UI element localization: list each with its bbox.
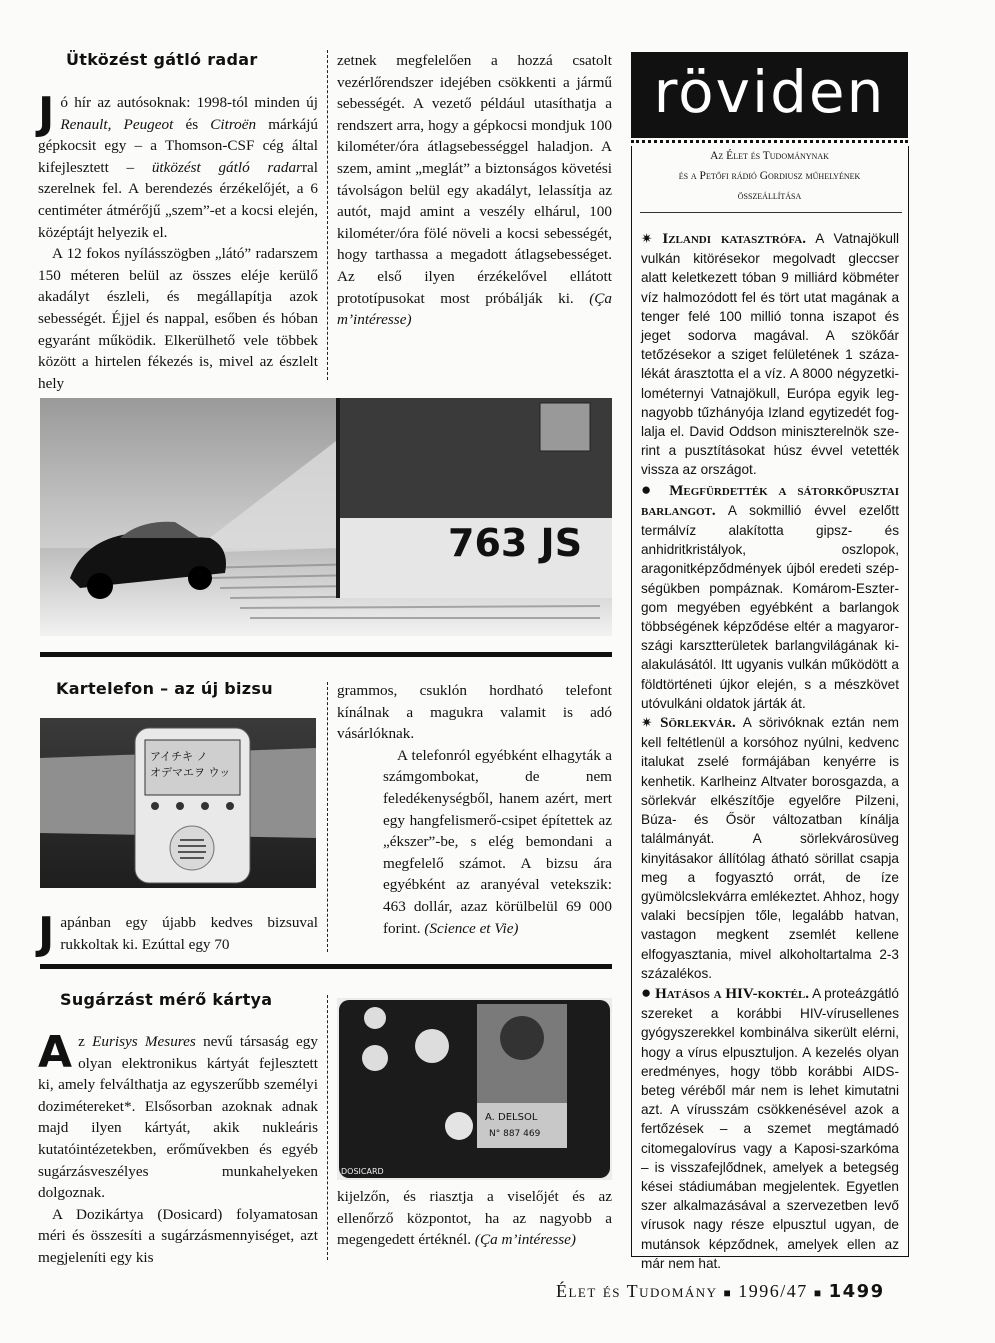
radar-car-photo — [40, 398, 612, 636]
page-footer — [556, 1281, 885, 1302]
dosicard-col2-text: kijelzőn, és riasztja a viselőjét és az ellenőrző központot, ha az nagyobb a megengedett értéknél. — [337, 1188, 612, 1249]
dosicard-col1-p1: z Eurisys Mesures nevű társaság egy olyan elektronikus kártyát fejlesztett ki, amely felválthatja az egyszerűbb személyi dozimétereket*. Elsősorban azoknak adnak majd ilyen kártyát, akik nukleáris kutatóintézetekben, erőművekben és egyéb sugárzásveszélyes munkahelyeken dolgoznak. — [38, 1033, 318, 1202]
sidebar-title: röviden — [653, 58, 886, 126]
news-item-title: Megfürdették a sátorkőpusztai barlangot. — [641, 482, 899, 519]
news-item — [641, 983, 899, 1273]
article-dosicard-col1 — [38, 1027, 318, 1269]
issue-number: 1996/47 — [738, 1281, 808, 1301]
license-plate: 763 JS — [448, 521, 583, 565]
news-item-title: Izlandi katasztrófa. — [662, 231, 806, 247]
journal-name: Élet és Tudomány — [556, 1281, 718, 1301]
article-dosicard-col2 — [337, 1186, 612, 1251]
news-item — [641, 713, 899, 983]
watch-source: (Science et Vie) — [424, 919, 519, 937]
radar-col1-p1: ó hír az autósoknak: 1998-tól minden új Renault, Peugeot és Citroën márkájú gépkocsit egy – a Thomson-CSF cég által kifejlesztett – ütközést gátló radarral szerelnek fel. A berendezés érzékelőjét, a 6 centiméter átmérőjű „szem”-et a kocsi elején, középtájt helyezik el. — [38, 94, 319, 241]
news-item-text: A sokmillió évvel ezelőtt termálvíz alakította gipsz- és anhidritkristályok, oszlopok, aragonitképződmények újból eredeti szépségükben pompáznak. Komárom-Esztergom megyében egyébként a barlangok többségének képződése eltér a magyarországi karsztterületek barlangvilágának kialakulásától. Itt ugyanis vulkán működött a földtörténeti újkor elején, s a mészkövet utóvulkáni oldatok járták át. — [641, 502, 899, 711]
footer-separator: ■ — [813, 1286, 823, 1300]
radar-col1-p2: A 12 fokos nyílásszögben „látó” radarszem 150 méteren belül az összes eléje kerülő akadályt észleli, és megállapítja azok sebességét. Éjjel és nappal, esőben és hóban egyaránt működik. Elkerülhető vele többek között a hirtelen fékezés is, mivel az észlelt hely — [38, 245, 318, 392]
article-watch-col1 — [38, 908, 318, 959]
column-divider — [327, 995, 328, 1260]
section-rule — [40, 652, 612, 657]
article-title-dosicard: Sugárzást mérő kártya — [60, 990, 273, 1009]
watch-screen-line1: アイチキ ノ — [150, 750, 208, 763]
star-icon: ✷ — [641, 231, 653, 246]
article-radar-col2 — [337, 50, 612, 331]
news-item — [641, 229, 899, 480]
sidebar-right-border — [908, 146, 909, 1256]
bullet-dot-icon: ● — [641, 479, 659, 499]
dosicard-col1-p2: A Dozikártya (Dosicard) folyamatosan méri és összesíti a sugárzásmennyiséget, azt megjeleníti egy kis — [38, 1205, 318, 1266]
sidebar-subtitle-line1: Az Élet és Tudománynak — [710, 150, 829, 162]
sidebar-news-list — [641, 229, 899, 1273]
news-item-title: Hatásos a HIV-koktél. — [655, 985, 810, 1002]
column-divider — [327, 50, 328, 380]
watch-col2-b: A telefonról egyébként elhagyták a számgombokat, de nem feledékenységből, hanem azért, mert egy hangfelismerő-csipet építettek az „ékszer”-be, s elég bemondani a megfelelő számot. A bizsu ára egyébként az aranyéval vetekszik: 463 dollár, azaz körülbelül 69 000 forint. — [383, 746, 612, 937]
article-title-watch: Kartelefon – az új bizsu — [56, 679, 273, 698]
card-label: DOSICARD — [341, 1167, 384, 1176]
dropcap: J — [38, 908, 55, 959]
star-icon: ✷ — [641, 715, 653, 731]
sidebar-left-border — [631, 146, 632, 1256]
sidebar-subtitle — [631, 146, 908, 206]
watch-screen-line2: オデマエヲ ウッ — [150, 766, 231, 779]
news-item-text: A proteázgátló szereket a korábbi HIV-vírusellenes gyógyszerekkel kombinálva sikerült elérni, hogy a vírus elpusztuljon. A kezelés olyan eredményes, hogy több korábbi AIDS-beteg véréből már nem is lehet kimutatni azt. A vírusszám csökkenésével azok a fertőzések – a szemet megtámadó citomegalovírus vagy a Kaposi-szarkóma – is visszafejlődnek, amelyek a betegség kései stádiumában megjelentek. Egyetlen szer alkalmazásával a szervezetben levő vírusok nagy része elpusztul ugyan, de mutánsok képződnek, amelyek ellen az már nem hat. — [641, 985, 899, 1271]
bullet-dot-icon: ● — [641, 982, 652, 1002]
article-radar-col1 — [38, 88, 319, 394]
radar-source: (Ça m’intéresse) — [337, 289, 613, 329]
radar-col2-text: zetnek megfelelően a hozzá csatolt vezérlőrendszer idejében csökkenti a jármű sebességét. A vezető például utasíthatja a rendszert arra, hogy a gépkocsi mondjuk 100 kilométer/óra átlagsebességgel haladjon. A szem, amint „meglát” a biztonságos követési távolságon belül egy akadályt, lelassítja az autót, majd amint a veszély elhárul, 100 kilométer/óra fölé növeli a kocsi sebességét, hogy tarthassa a megadott átlagsebességet. Az első ilyen érzékelővel ellátott prototípusokat most próbálják ki. — [337, 52, 612, 307]
section-rule — [40, 964, 612, 969]
car-illustration — [40, 398, 612, 636]
column-divider — [327, 682, 328, 952]
footer-separator: ■ — [723, 1286, 733, 1300]
dosicard-source: (Ça m’intéresse) — [474, 1231, 576, 1249]
watch-phone-photo — [40, 718, 316, 888]
news-item — [641, 480, 899, 713]
sidebar-dotted-rule — [631, 140, 908, 143]
page-number: 1499 — [828, 1281, 885, 1302]
dropcap: A — [38, 1027, 73, 1078]
watch-col2-a: grammos, csuklón hordható telefont kínálnak a magukra valamit is adó vásárlóknak. — [337, 682, 612, 743]
sidebar-rule — [640, 212, 902, 213]
sidebar-header — [631, 52, 908, 138]
dosicard-photo — [337, 998, 612, 1180]
news-item-title: Sörlekvár. — [660, 715, 736, 732]
watch-col1-text: apánban egy újabb kedves bizsuval rukkoltak ki. Ezúttal egy 70 — [60, 914, 318, 953]
dropcap: J — [38, 88, 55, 139]
card-name: A. DELSOL — [485, 1112, 538, 1123]
news-item-text: A sörivóknak eztán nem kell feltétlenül a korsóhoz nyúlni, kedvenc italukat zselé formájában kenyérre is kenhetik. Karlheinz Altvater borosgazda, a sörlekvár elkészítője egyelőre Pilzeni, Búza- és Ősör változatban kínálja találmányát. A sörlekvárosüveg kinyitásakor állítólag átható sörillat csapja meg a fogyasztó orrát, de íze gyümölcslekvárra emlékeztet. Ahhoz, hogy valaki becsípjen tőle, legalább hatvan, vastagon megkent zsemlét kellene elfogyasztania, mivel alkoholtartalma 2-3 százalékos. — [641, 715, 900, 981]
article-watch-col2 — [337, 680, 612, 939]
sidebar-subtitle-line2: és a Petőfi rádió Gordiusz műhelyének — [678, 170, 861, 182]
news-item-text: A Vatnajökull vulkán kitörésekor megolvadt gleccser alatt keletkezett tóban 9 milliárd köbméter víz halmozódott fel és tört utat magának a tenger felé 100 millió tonna iszapot és jeget sodorva magával. A szökőár tetőzésekor a sziget felületének 1 százalékát árasztotta el a víz. A 8000 négyzetkilométernyi Vatnajökull, Európa egyik legnagyobb tűzhányója Izland egytizedét foglalja el. David Oddson miniszterelnök szerint a pusztításokat húsz évvel vetették vissza az országot. — [641, 231, 899, 478]
sidebar-subtitle-line3: összeállítása — [737, 190, 802, 202]
article-title-radar: Ütközést gátló radar — [66, 50, 258, 69]
card-number: N° 887 469 — [489, 1129, 541, 1139]
